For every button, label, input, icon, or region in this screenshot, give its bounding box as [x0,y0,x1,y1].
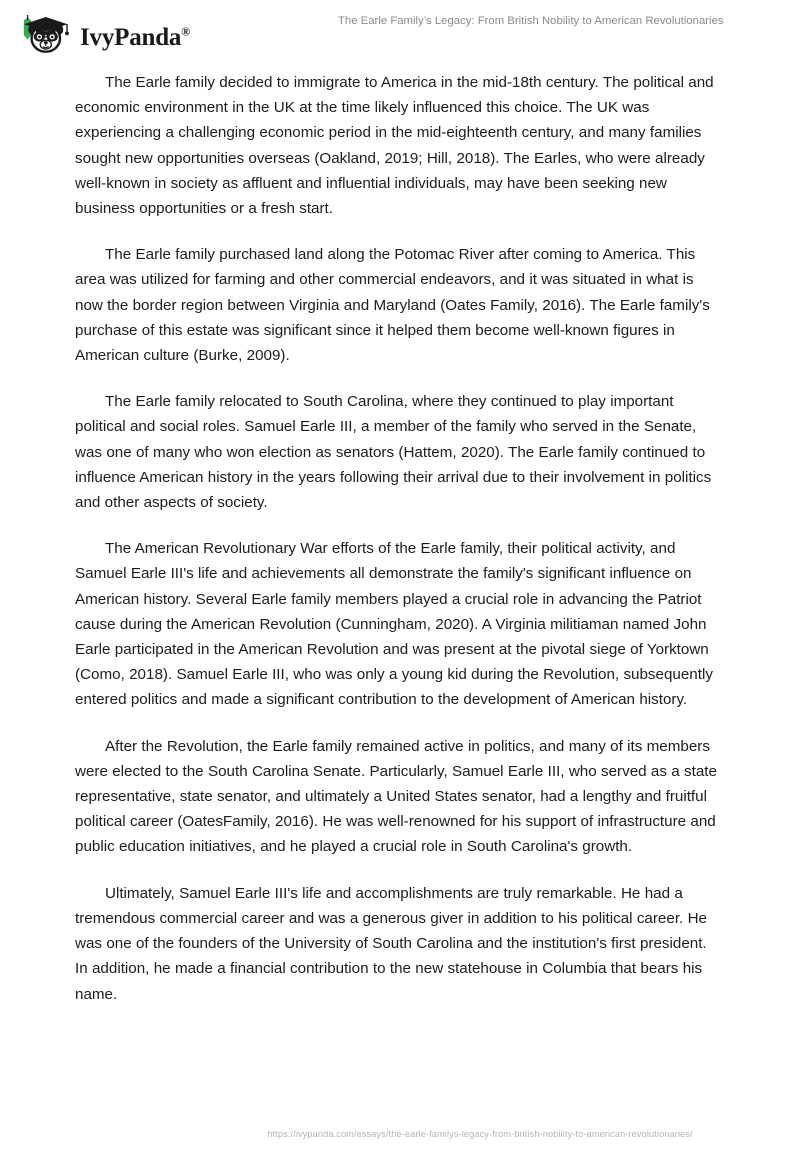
panda-graduate-logo-icon [18,11,72,57]
paragraph: The Earle family decided to immigrate to America in the mid-18th century. The political and economic environment in the UK at the time likely influenced this choice. The UK was experiencing a challenging economic period in the mid-eighteenth century, and many families sought new opportunities overseas (Oakland, 2019; Hill, 2018). The Earles, who were already well-known in society as affluent and influential individuals, may have been seeking new business opportunities or a fresh start. [75,74,714,218]
brand-name-text: IvyPanda [80,23,182,51]
paragraph: The American Revolutionary War efforts of the Earle family, their political activity, and Samuel Earle III's life and achievements all demonstrate the family's significant influence on American history. Several Earle family members played a crucial role in advancing the Patriot cause during the American Revolution (Cunningham, 2020). A Virginia militiaman named John Earle participated in the American Revolution and was present at the pivotal siege of Yorktown (Como, 2018). Samuel Earle III, who was only a young kid during the Revolution, subsequently entered politics and made a significant contribution to the development of American history. [75,540,713,709]
page-header [0,0,800,68]
brand-wordmark [80,25,190,50]
paragraph: The Earle family relocated to South Carolina, where they continued to play important political and social roles. Samuel Earle III, a member of the family who served in the Senate, was one of many who won election as senators (Hattem, 2020). The Earle family continued to influence American history in the years following their arrival due to their involvement in politics and other aspects of society. [75,393,712,512]
essay-body [75,70,723,1007]
paragraph: The Earle family purchased land along the Potomac River after coming to America. This area was utilized for farming and other commercial endeavors, and it was situated in what is now the border region between Virginia and Maryland (Oates Family, 2016). The Earle family's purchase of this estate was significant since it helped them become well-known figures in American culture (Burke, 2009). [75,246,710,365]
brand-logo-link[interactable] [18,11,190,57]
source-url-link[interactable]: https://ivypanda.com/essays/the-earle-familys-legacy-from-british-nobility-to-american-revolutionaries/ [267,1129,693,1139]
paragraph: Ultimately, Samuel Earle III's life and accomplishments are truly remarkable. He had a tremendous commercial career and was a generous giver in addition to his political career. He was one of the founders of the University of South Carolina and the institution's first president. In addition, he made a financial contribution to the new statehouse in Columbia that bears his name. [75,884,707,1003]
paragraph: After the Revolution, the Earle family remained active in politics, and many of its members were elected to the South Carolina Senate. Particularly, Samuel Earle III, who served as a state representative, state senator, and ultimately a United States senator, had a lengthy and fruitful political career (OatesFamily, 2016). He was well-renowned for his support of infrastructure and public education initiatives, and he played a crucial role in South Carolina's growth. [75,737,717,856]
page-footer [0,1124,800,1142]
registered-mark: ® [181,24,190,39]
document-title: The Earle Family’s Legacy: From British Nobility to American Revolutionaries [338,15,724,27]
